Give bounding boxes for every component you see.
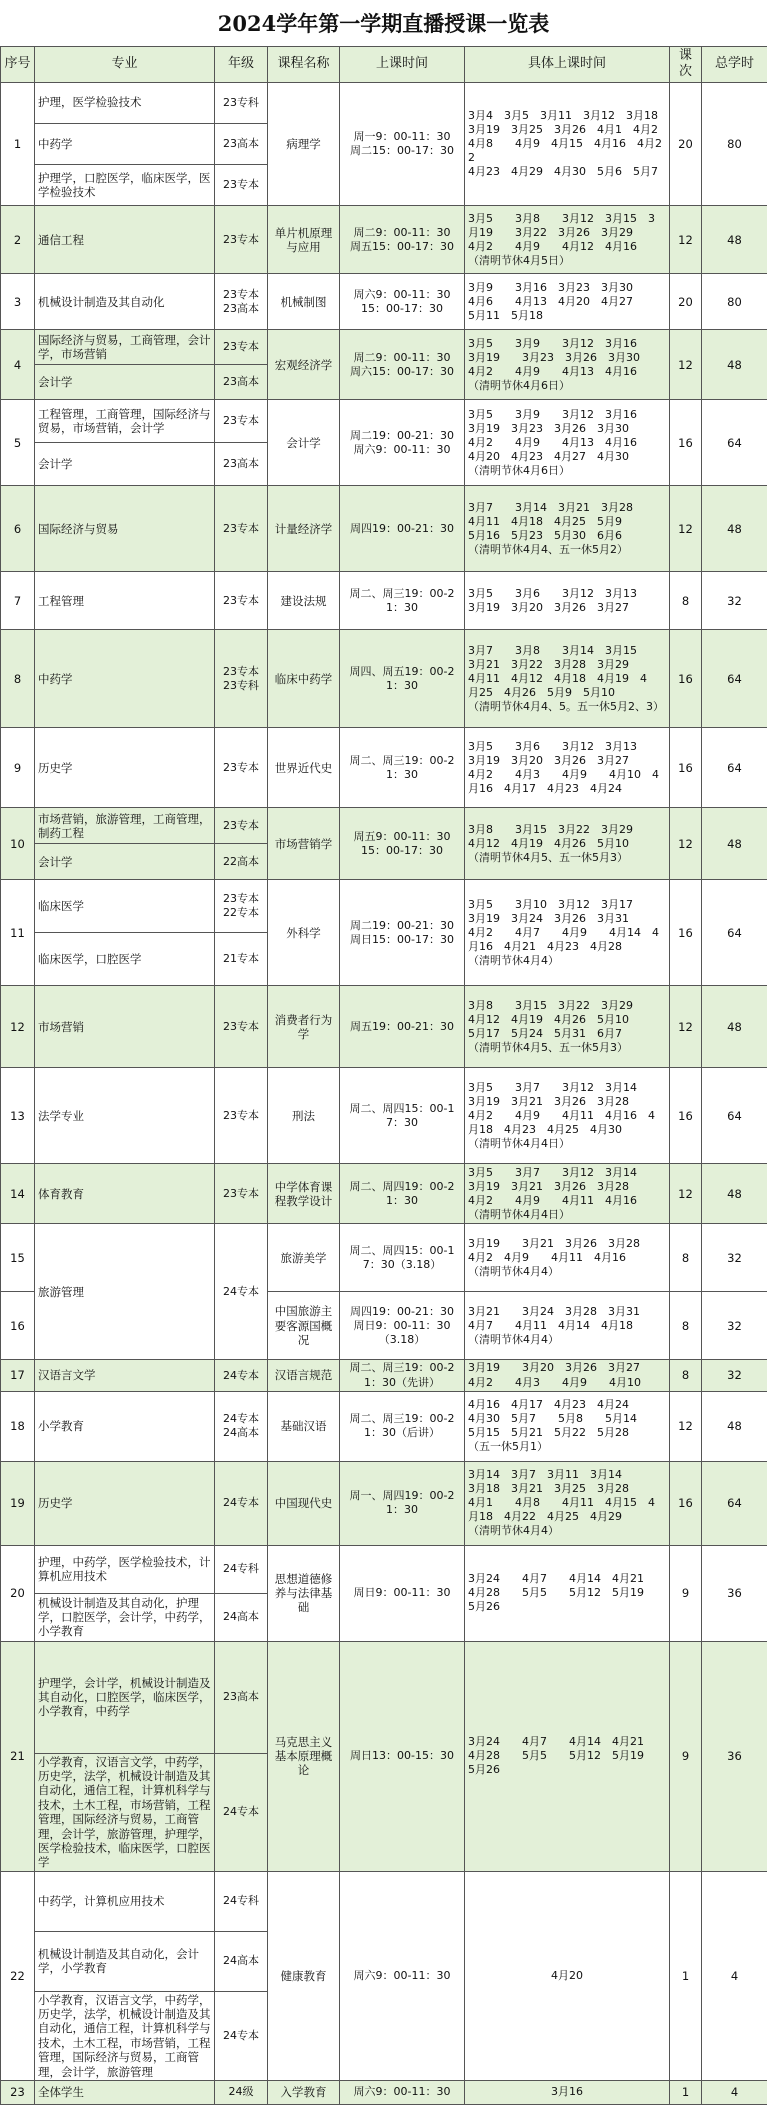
- grade-cell: 23专本: [215, 1068, 268, 1164]
- course-name: 消费者行为学: [268, 986, 340, 1068]
- course-name: 世界近代史: [268, 728, 340, 808]
- row-number: 22: [1, 1871, 35, 2080]
- total-hours: 32: [702, 1292, 767, 1360]
- grade-cell: 23专本: [215, 986, 268, 1068]
- total-hours: 48: [702, 486, 767, 572]
- major-cell: 小学教育，汉语言文学，中药学，历史学，法学，机械设计制造及其自动化，通信工程，计算机科学与技术，土木工程，市场营销，工程管理，国际经济与贸易，工商管理，会计学，旅游管理: [35, 1991, 215, 2080]
- row-number: 23: [1, 2080, 35, 2104]
- header-hours: 总学时: [702, 47, 767, 83]
- major-cell: 全体学生: [35, 2080, 215, 2104]
- header-count: 课次: [670, 47, 702, 83]
- row-number: 5: [1, 400, 35, 486]
- major-cell: 小学教育: [35, 1391, 215, 1461]
- class-count: 20: [670, 274, 702, 330]
- grade-cell: 24专本: [215, 1753, 268, 1871]
- total-hours: 64: [702, 880, 767, 986]
- major-cell: 工程管理: [35, 572, 215, 630]
- class-time: 周二、周四15：00-17：30（3.18）: [340, 1224, 465, 1292]
- table-row: [1, 1224, 767, 1292]
- class-dates: 3月24 4月7 4月14 4月21 4月28 5月5 5月12 5月19 5月26: [465, 1641, 670, 1871]
- grade-cell: 22高本: [215, 844, 268, 880]
- total-hours: 80: [702, 274, 767, 330]
- class-count: 12: [670, 330, 702, 400]
- class-dates: 3月5 3月7 3月12 3月14 3月19 3月21 3月26 3月28 4月2 4月9 4月11 4月16 （清明节休4月4日）: [465, 1164, 670, 1224]
- row-number: 9: [1, 728, 35, 808]
- total-hours: 32: [702, 1360, 767, 1391]
- row-number: 3: [1, 274, 35, 330]
- class-time: 周六9：00-11：30: [340, 1871, 465, 2080]
- table-row: [1, 808, 767, 844]
- grade-cell: 24专科: [215, 1871, 268, 1931]
- major-cell: 历史学: [35, 728, 215, 808]
- course-name: 外科学: [268, 880, 340, 986]
- class-time: 周二、周三19：00-21：30（先讲）: [340, 1360, 465, 1391]
- major-cell: 汉语言文学: [35, 1360, 215, 1391]
- course-name: 基础汉语: [268, 1391, 340, 1461]
- table-row: [1, 1068, 767, 1164]
- major-cell: 体育教育: [35, 1164, 215, 1224]
- row-number: 10: [1, 808, 35, 880]
- class-count: 16: [670, 728, 702, 808]
- major-cell: 会计学: [35, 443, 215, 486]
- row-number: 11: [1, 880, 35, 986]
- class-time: 周一9：00-11：30 周二15：00-17：30: [340, 82, 465, 206]
- class-count: 1: [670, 2080, 702, 2104]
- class-count: 12: [670, 808, 702, 880]
- class-time: 周二、周三19：00-21：30（后讲）: [340, 1391, 465, 1461]
- major-cell: 通信工程: [35, 206, 215, 274]
- course-name: 机械制图: [268, 274, 340, 330]
- total-hours: 64: [702, 1461, 767, 1545]
- table-row: [1, 880, 767, 933]
- class-time: 周五19：00-21：30: [340, 986, 465, 1068]
- course-name: 会计学: [268, 400, 340, 486]
- grade-cell: 24专本: [215, 1360, 268, 1391]
- class-count: 9: [670, 1545, 702, 1641]
- grade-cell: 23专本: [215, 808, 268, 844]
- course-name: 马克思主义基本原理概论: [268, 1641, 340, 1871]
- grade-cell: 24高本: [215, 1593, 268, 1641]
- course-name: 中国旅游主要客源国概况: [268, 1292, 340, 1360]
- table-row: [1, 206, 767, 274]
- major-cell: 市场营销: [35, 986, 215, 1068]
- row-number: 12: [1, 986, 35, 1068]
- class-count: 20: [670, 82, 702, 206]
- class-dates: 3月8 3月15 3月22 3月29 4月12 4月19 4月26 5月10 （清明节休4月5、五一休5月3）: [465, 808, 670, 880]
- row-number: 19: [1, 1461, 35, 1545]
- major-cell: 法学专业: [35, 1068, 215, 1164]
- row-number: 17: [1, 1360, 35, 1391]
- total-hours: 32: [702, 572, 767, 630]
- grade-cell: 23高本: [215, 1641, 268, 1753]
- grade-cell: 24专本 24高本: [215, 1391, 268, 1461]
- major-cell: 中药学: [35, 123, 215, 164]
- course-name: 中学体育课程教学设计: [268, 1164, 340, 1224]
- total-hours: 4: [702, 1871, 767, 2080]
- class-time: 周二19：00-21：30 周六9：00-11：30: [340, 400, 465, 486]
- row-number: 21: [1, 1641, 35, 1871]
- grade-cell: 24专本: [215, 1991, 268, 2080]
- class-time: 周日13：00-15：30: [340, 1641, 465, 1871]
- row-number: 18: [1, 1391, 35, 1461]
- schedule-table: [0, 46, 767, 2105]
- class-dates: 3月24 4月7 4月14 4月21 4月28 5月5 5月12 5月19 5月26: [465, 1545, 670, 1641]
- table-body: [1, 82, 767, 2104]
- class-count: 12: [670, 1391, 702, 1461]
- row-number: 2: [1, 206, 35, 274]
- major-cell: 历史学: [35, 1461, 215, 1545]
- class-count: 9: [670, 1641, 702, 1871]
- grade-cell: 23高本: [215, 443, 268, 486]
- class-dates: 3月5 3月9 3月12 3月16 3月19 3月23 3月26 3月30 4月2 4月9 4月13 4月16 4月20 4月23 4月27 4月30 （清明节休4月6日）: [465, 400, 670, 486]
- class-time: 周二9：00-11：30 周六15：00-17：30: [340, 330, 465, 400]
- total-hours: 64: [702, 630, 767, 728]
- row-number: 16: [1, 1292, 35, 1360]
- major-cell: 护理学，会计学，机械设计制造及其自动化，口腔医学，临床医学，小学教育，中药学: [35, 1641, 215, 1753]
- class-time: 周二、周四19：00-21：30: [340, 1164, 465, 1224]
- grade-cell: 24级: [215, 2080, 268, 2104]
- table-row: [1, 1391, 767, 1461]
- table-row: [1, 486, 767, 572]
- class-count: 8: [670, 572, 702, 630]
- course-name: 思想道德修养与法律基础: [268, 1545, 340, 1641]
- class-dates: 3月16: [465, 2080, 670, 2104]
- major-cell: 旅游管理: [35, 1224, 215, 1360]
- row-number: 4: [1, 330, 35, 400]
- table-row: [1, 728, 767, 808]
- class-count: 1: [670, 1871, 702, 2080]
- major-cell: 护理，中药学，医学检验技术，计算机应用技术: [35, 1545, 215, 1593]
- grade-cell: 23专本 22专本: [215, 880, 268, 933]
- table-row: [1, 82, 767, 123]
- class-count: 16: [670, 1068, 702, 1164]
- class-time: 周五9：00-11：30 15：00-17：30: [340, 808, 465, 880]
- class-dates: 3月8 3月15 3月22 3月29 4月12 4月19 4月26 5月10 5月17 5月24 5月31 6月7 （清明节休4月5、五一休5月3）: [465, 986, 670, 1068]
- total-hours: 48: [702, 1391, 767, 1461]
- table-row: [1, 330, 767, 365]
- class-dates: 3月9 3月16 3月23 3月30 4月6 4月13 4月20 4月27 5月11 5月18: [465, 274, 670, 330]
- course-name: 宏观经济学: [268, 330, 340, 400]
- header-course: 课程名称: [268, 47, 340, 83]
- total-hours: 48: [702, 206, 767, 274]
- class-count: 16: [670, 880, 702, 986]
- major-cell: 护理，医学检验技术: [35, 82, 215, 123]
- class-count: 12: [670, 486, 702, 572]
- total-hours: 48: [702, 986, 767, 1068]
- total-hours: 48: [702, 330, 767, 400]
- major-cell: 临床医学: [35, 880, 215, 933]
- grade-cell: 24专科: [215, 1545, 268, 1593]
- grade-cell: 23高本: [215, 365, 268, 400]
- row-number: 14: [1, 1164, 35, 1224]
- table-row: [1, 1164, 767, 1224]
- table-row: [1, 1641, 767, 1753]
- class-count: 12: [670, 206, 702, 274]
- grade-cell: 21专本: [215, 933, 268, 986]
- major-cell: 机械设计制造及其自动化，会计学，小学教育: [35, 1931, 215, 1991]
- grade-cell: 23专科: [215, 82, 268, 123]
- major-cell: 工程管理，工商管理，国际经济与贸易，市场营销，会计学: [35, 400, 215, 443]
- class-time: 周二、周三19：00-21：30: [340, 728, 465, 808]
- header-grade: 年级: [215, 47, 268, 83]
- table-row: [1, 1871, 767, 1931]
- table-row: [1, 572, 767, 630]
- row-number: 1: [1, 82, 35, 206]
- class-time: 周日9：00-11：30: [340, 1545, 465, 1641]
- class-time: 周四19：00-21：30: [340, 486, 465, 572]
- grade-cell: 23专本: [215, 1164, 268, 1224]
- class-dates: 3月7 3月8 3月14 3月15 3月21 3月22 3月28 3月29 4月11 4月12 4月18 4月19 4 月25 4月26 5月9 5月10 （清明节休4月4、5。五一休5月2、3）: [465, 630, 670, 728]
- row-number: 8: [1, 630, 35, 728]
- class-dates: 3月19 3月20 3月26 3月27 4月2 4月3 4月9 4月10: [465, 1360, 670, 1391]
- grade-cell: 23专本: [215, 165, 268, 206]
- header-row: [1, 47, 767, 83]
- row-number: 13: [1, 1068, 35, 1164]
- header-dates: 具体上课时间: [465, 47, 670, 83]
- table-row: [1, 986, 767, 1068]
- grade-cell: 23专本 23专科: [215, 630, 268, 728]
- table-row: [1, 630, 767, 728]
- course-name: 市场营销学: [268, 808, 340, 880]
- total-hours: 64: [702, 728, 767, 808]
- class-count: 16: [670, 400, 702, 486]
- total-hours: 32: [702, 1224, 767, 1292]
- major-cell: 中药学: [35, 630, 215, 728]
- course-name: 入学教育: [268, 2080, 340, 2104]
- class-time: 周一、周四19：00-21：30: [340, 1461, 465, 1545]
- grade-cell: 24专本: [215, 1224, 268, 1360]
- row-number: 7: [1, 572, 35, 630]
- grade-cell: 23高本: [215, 123, 268, 164]
- class-dates: 3月5 3月7 3月12 3月14 3月19 3月21 3月26 3月28 4月2 4月9 4月11 4月16 4 月18 4月23 4月25 4月30 （清明节休4月4日）: [465, 1068, 670, 1164]
- class-dates: 3月21 3月24 3月28 3月31 4月7 4月11 4月14 4月18 （清明节休4月4）: [465, 1292, 670, 1360]
- header-time: 上课时间: [340, 47, 465, 83]
- class-count: 12: [670, 1164, 702, 1224]
- class-dates: 3月5 3月8 3月12 3月15 3 月19 3月22 3月26 3月29 4月2 4月9 4月12 4月16 （清明节休4月5日）: [465, 206, 670, 274]
- grade-cell: 23专本: [215, 728, 268, 808]
- class-dates: 3月5 3月6 3月12 3月13 3月19 3月20 3月26 3月27: [465, 572, 670, 630]
- page-title: 2024学年第一学期直播授课一览表: [0, 0, 767, 46]
- major-cell: 国际经济与贸易，工商管理，会计学，市场营销: [35, 330, 215, 365]
- course-name: 单片机原理与应用: [268, 206, 340, 274]
- class-dates: 3月5 3月6 3月12 3月13 3月19 3月20 3月26 3月27 4月2 4月3 4月9 4月10 4 月16 4月17 4月23 4月24: [465, 728, 670, 808]
- grade-cell: 24专本: [215, 1461, 268, 1545]
- table-row: [1, 2080, 767, 2104]
- header-no: 序号: [1, 47, 35, 83]
- total-hours: 48: [702, 808, 767, 880]
- total-hours: 36: [702, 1641, 767, 1871]
- course-name: 刑法: [268, 1068, 340, 1164]
- class-dates: 4月20: [465, 1871, 670, 2080]
- course-name: 临床中药学: [268, 630, 340, 728]
- class-dates: 4月16 4月17 4月23 4月24 4月30 5月7 5月8 5月14 5月15 5月21 5月22 5月28 （五一休5月1）: [465, 1391, 670, 1461]
- class-count: 8: [670, 1292, 702, 1360]
- grade-cell: 23专本 23高本: [215, 274, 268, 330]
- total-hours: 80: [702, 82, 767, 206]
- major-cell: 会计学: [35, 365, 215, 400]
- grade-cell: 23专本: [215, 400, 268, 443]
- total-hours: 36: [702, 1545, 767, 1641]
- major-cell: 市场营销，旅游管理，工商管理，制药工程: [35, 808, 215, 844]
- class-count: 12: [670, 986, 702, 1068]
- table-row: [1, 274, 767, 330]
- class-dates: 3月14 3月7 3月11 3月14 3月18 3月21 3月25 3月28 4月1 4月8 4月11 4月15 4 月18 4月22 4月25 4月29 （清明节休4月4）: [465, 1461, 670, 1545]
- table-row: [1, 1545, 767, 1593]
- table-row: [1, 1360, 767, 1391]
- class-count: 8: [670, 1360, 702, 1391]
- major-cell: 国际经济与贸易: [35, 486, 215, 572]
- major-cell: 中药学，计算机应用技术: [35, 1871, 215, 1931]
- class-dates: 3月5 3月10 3月12 3月17 3月19 3月24 3月26 3月31 4月2 4月7 4月9 4月14 4 月16 4月21 4月23 4月28 （清明节休4月4）: [465, 880, 670, 986]
- class-time: 周六9：00-11：30: [340, 2080, 465, 2104]
- table-row: [1, 1461, 767, 1545]
- class-time: 周二、周三19：00-21：30: [340, 572, 465, 630]
- course-name: 计量经济学: [268, 486, 340, 572]
- class-dates: 3月5 3月9 3月12 3月16 3月19 3月23 3月26 3月30 4月2 4月9 4月13 4月16 （清明节休4月6日）: [465, 330, 670, 400]
- row-number: 20: [1, 1545, 35, 1641]
- class-count: 8: [670, 1224, 702, 1292]
- grade-cell: 23专本: [215, 486, 268, 572]
- course-name: 中国现代史: [268, 1461, 340, 1545]
- major-cell: 机械设计制造及其自动化: [35, 274, 215, 330]
- class-time: 周四19：00-21：30 周日9：00-11：30（3.18）: [340, 1292, 465, 1360]
- major-cell: 机械设计制造及其自动化，护理学，口腔医学，会计学，中药学，小学教育: [35, 1593, 215, 1641]
- major-cell: 护理学，口腔医学，临床医学，医学检验技术: [35, 165, 215, 206]
- class-count: 16: [670, 1461, 702, 1545]
- grade-cell: 23专本: [215, 572, 268, 630]
- header-major: 专业: [35, 47, 215, 83]
- grade-cell: 23专本: [215, 330, 268, 365]
- class-time: 周四、周五19：00-21：30: [340, 630, 465, 728]
- class-time: 周二9：00-11：30 周五15：00-17：30: [340, 206, 465, 274]
- class-time: 周二、周四15：00-17：30: [340, 1068, 465, 1164]
- major-cell: 小学教育，汉语言文学，中药学，历史学，法学，机械设计制造及其自动化，通信工程，计算机科学与技术，土木工程，市场营销，工程管理，国际经济与贸易，工商管理，会计学，旅游管理，护理学，医学检验技术，临床医学，口腔医学: [35, 1753, 215, 1871]
- table-row: [1, 400, 767, 443]
- class-time: 周二19：00-21：30 周日15：00-17：30: [340, 880, 465, 986]
- course-name: 健康教育: [268, 1871, 340, 2080]
- grade-cell: 24高本: [215, 1931, 268, 1991]
- course-name: 病理学: [268, 82, 340, 206]
- class-count: 16: [670, 630, 702, 728]
- row-number: 6: [1, 486, 35, 572]
- grade-cell: 23专本: [215, 206, 268, 274]
- total-hours: 48: [702, 1164, 767, 1224]
- total-hours: 4: [702, 2080, 767, 2104]
- course-name: 建设法规: [268, 572, 340, 630]
- row-number: 15: [1, 1224, 35, 1292]
- total-hours: 64: [702, 1068, 767, 1164]
- course-name: 汉语言规范: [268, 1360, 340, 1391]
- course-name: 旅游美学: [268, 1224, 340, 1292]
- class-dates: 3月4 3月5 3月11 3月12 3月18 3月19 3月25 3月26 4月1 4月2 4月8 4月9 4月15 4月16 4月22 4月23 4月29 4月30 5月6 5月7: [465, 82, 670, 206]
- class-dates: 3月7 3月14 3月21 3月28 4月11 4月18 4月25 5月9 5月16 5月23 5月30 6月6 （清明节休4月4、五一休5月2）: [465, 486, 670, 572]
- class-dates: 3月19 3月21 3月26 3月28 4月2 4月9 4月11 4月16 （清明节休4月4）: [465, 1224, 670, 1292]
- total-hours: 64: [702, 400, 767, 486]
- major-cell: 会计学: [35, 844, 215, 880]
- major-cell: 临床医学，口腔医学: [35, 933, 215, 986]
- class-time: 周六9：00-11：30 15：00-17：30: [340, 274, 465, 330]
